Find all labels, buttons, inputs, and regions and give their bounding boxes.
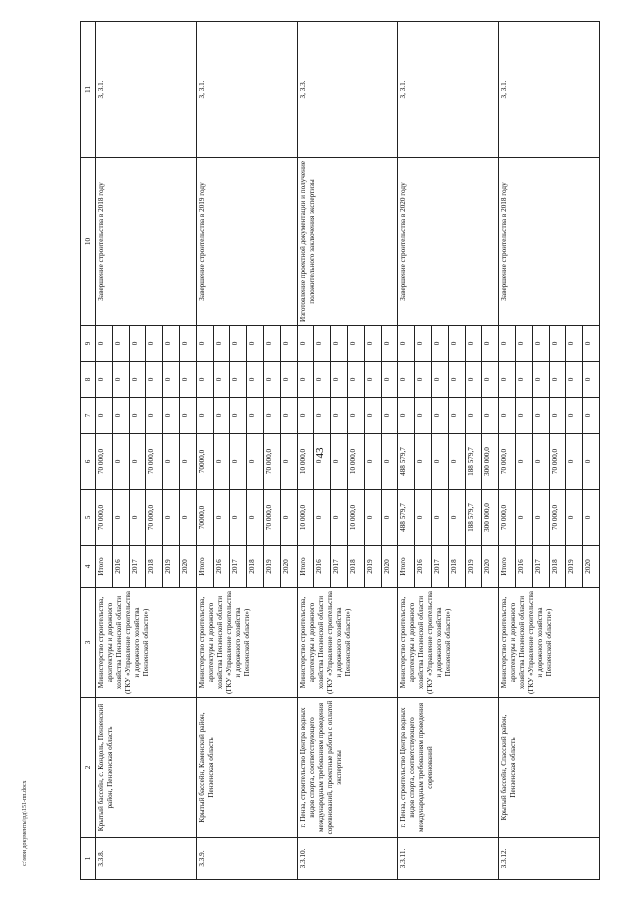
table-row <box>398 22 415 880</box>
header-row <box>81 22 96 880</box>
year-cell: 2020 <box>583 546 600 588</box>
amount-c7: 0 <box>532 398 549 434</box>
amount-c5: 0 <box>129 490 146 546</box>
amount-c6: 70 000,0 <box>96 434 113 490</box>
amount-c5: 0 <box>230 490 247 546</box>
year-cell: 2018 <box>146 546 163 588</box>
amount-c6: 0 <box>230 434 247 490</box>
year-cell: Итого <box>96 546 113 588</box>
col-header-9: 9 <box>81 326 96 362</box>
table-row <box>96 22 113 880</box>
amount-c5: 0 <box>179 490 196 546</box>
year-cell: 2020 <box>280 546 297 588</box>
executor-name: Министерство строительства, архитектуры и дорожного хозяйства Пензенской области (ГКУ «Управление строительства и дорожного хозяйства Пензенской области») <box>96 588 197 698</box>
amount-c5: 70 000,0 <box>146 490 163 546</box>
amount-c6: 0 <box>163 434 180 490</box>
amount-c7: 0 <box>515 398 532 434</box>
amount-c5: 0 <box>431 490 448 546</box>
amount-c7: 0 <box>213 398 230 434</box>
amount-c9: 0 <box>549 326 566 362</box>
amount-c5: 0 <box>280 490 297 546</box>
amount-c5: 0 <box>381 490 398 546</box>
row-number: 3.3.8. <box>96 838 197 880</box>
amount-c6: 0 <box>247 434 264 490</box>
amount-c5: 0 <box>364 490 381 546</box>
amount-c8: 0 <box>263 362 280 398</box>
amount-c6: 70 000,0 <box>499 434 516 490</box>
amount-c9: 0 <box>431 326 448 362</box>
col-header-3: 3 <box>81 588 96 698</box>
amount-c6: 0 <box>448 434 465 490</box>
amount-c9: 0 <box>499 326 516 362</box>
amount-c7: 0 <box>431 398 448 434</box>
year-cell: 2016 <box>515 546 532 588</box>
amount-c9: 0 <box>247 326 264 362</box>
amount-c8: 0 <box>163 362 180 398</box>
amount-c6: 0 <box>415 434 432 490</box>
amount-c6: 0 <box>381 434 398 490</box>
executor-name: Министерство строительства, архитектуры и дорожного хозяйства Пензенской области (ГКУ «Управление строительства и дорожного хозяйства Пензенской области») <box>297 588 398 698</box>
amount-c8: 0 <box>247 362 264 398</box>
object-name: Крытый бассейн, Спасский район, Пензенская область <box>499 698 600 838</box>
amount-c8: 0 <box>347 362 364 398</box>
amount-c8: 0 <box>583 362 600 398</box>
amount-c5: 0 <box>112 490 129 546</box>
amount-c6: 0 <box>112 434 129 490</box>
year-cell: 2016 <box>415 546 432 588</box>
object-name: Крытый бассейн, с. Кондоль, Пензенский район, Пензенская область <box>96 698 197 838</box>
amount-c6: 0 <box>364 434 381 490</box>
amount-c8: 0 <box>96 362 113 398</box>
amount-c5: 0 <box>247 490 264 546</box>
amount-c8: 0 <box>448 362 465 398</box>
indicator-ref: 3, 3.1. <box>96 22 197 158</box>
amount-c5: 0 <box>314 490 331 546</box>
amount-c5: 70 000,0 <box>499 490 516 546</box>
amount-c8: 0 <box>381 362 398 398</box>
amount-c9: 0 <box>112 326 129 362</box>
amount-c8: 0 <box>566 362 583 398</box>
year-cell: 2017 <box>230 546 247 588</box>
amount-c8: 0 <box>297 362 314 398</box>
amount-c8: 0 <box>179 362 196 398</box>
amount-c6: 488 579,7 <box>398 434 415 490</box>
amount-c8: 0 <box>213 362 230 398</box>
amount-c7: 0 <box>499 398 516 434</box>
amount-c7: 0 <box>314 398 331 434</box>
col-header-5: 5 <box>81 490 96 546</box>
amount-c8: 0 <box>314 362 331 398</box>
amount-c9: 0 <box>196 326 213 362</box>
amount-c8: 0 <box>415 362 432 398</box>
object-name: г. Пенза, строительство Центра водных видов спорта, соответствующего международным требованиям проведения соревнований, проектные работы с оплатой экспертизы <box>297 698 398 838</box>
amount-c7: 0 <box>163 398 180 434</box>
amount-c7: 0 <box>398 398 415 434</box>
amount-c7: 0 <box>230 398 247 434</box>
amount-c7: 0 <box>364 398 381 434</box>
year-cell: 2018 <box>549 546 566 588</box>
row-number: 3.3.9. <box>196 838 297 880</box>
amount-c5: 0 <box>583 490 600 546</box>
amount-c7: 0 <box>263 398 280 434</box>
page-number: 43 <box>314 447 326 459</box>
amount-c9: 0 <box>129 326 146 362</box>
amount-c6: 300 000,0 <box>482 434 499 490</box>
amount-c6: 0 <box>179 434 196 490</box>
amount-c7: 0 <box>196 398 213 434</box>
indicator-ref: 3, 3.1. <box>499 22 600 158</box>
executor-name: Министерство строительства, архитектуры и дорожного хозяйства Пензенской области (ГКУ «Управление строительства и дорожного хозяйства Пензенской области») <box>196 588 297 698</box>
year-cell: 2019 <box>364 546 381 588</box>
amount-c8: 0 <box>230 362 247 398</box>
year-cell: Итого <box>398 546 415 588</box>
amount-c7: 0 <box>566 398 583 434</box>
amount-c7: 0 <box>583 398 600 434</box>
year-cell: 2020 <box>381 546 398 588</box>
amount-c5: 70 000,0 <box>96 490 113 546</box>
amount-c8: 0 <box>482 362 499 398</box>
amount-c5: 188 579,7 <box>465 490 482 546</box>
amount-c5: 0 <box>163 490 180 546</box>
amount-c9: 0 <box>415 326 432 362</box>
year-cell: 2018 <box>448 546 465 588</box>
amount-c8: 0 <box>280 362 297 398</box>
amount-c8: 0 <box>364 362 381 398</box>
amount-c5: 10 000,0 <box>347 490 364 546</box>
row-number: 3.3.12. <box>499 838 600 880</box>
amount-c8: 0 <box>196 362 213 398</box>
amount-c8: 0 <box>112 362 129 398</box>
col-header-8: 8 <box>81 362 96 398</box>
year-cell: 2017 <box>431 546 448 588</box>
amount-c6: 70 000,0 <box>549 434 566 490</box>
table-row <box>499 22 516 880</box>
expected-result: Завершение строительства в 2018 году <box>499 158 600 326</box>
amount-c9: 0 <box>381 326 398 362</box>
amount-c9: 0 <box>297 326 314 362</box>
amount-c6: 10 000,0 <box>297 434 314 490</box>
amount-c6: 0 <box>129 434 146 490</box>
indicator-ref: 3, 3.1. <box>398 22 499 158</box>
amount-c9: 0 <box>482 326 499 362</box>
amount-c5: 0 <box>566 490 583 546</box>
amount-c6: 10 000,0 <box>347 434 364 490</box>
amount-c7: 0 <box>247 398 264 434</box>
year-cell: Итого <box>297 546 314 588</box>
year-cell: 2017 <box>532 546 549 588</box>
amount-c8: 0 <box>129 362 146 398</box>
footer-file-path: c:\мои документы\рд\151-пп.docx <box>22 780 28 866</box>
col-header-1: 1 <box>81 838 96 880</box>
col-header-7: 7 <box>81 398 96 434</box>
amount-c6: 0 <box>314 434 331 490</box>
amount-c5: 0 <box>532 490 549 546</box>
amount-c9: 0 <box>515 326 532 362</box>
amount-c5: 0 <box>448 490 465 546</box>
year-cell: 2019 <box>465 546 482 588</box>
year-cell: 2019 <box>263 546 280 588</box>
amount-c8: 0 <box>532 362 549 398</box>
col-header-4: 4 <box>81 546 96 588</box>
col-header-10: 10 <box>81 158 96 326</box>
amount-c9: 0 <box>398 326 415 362</box>
amount-c7: 0 <box>482 398 499 434</box>
object-name: Крытый бассейн, Каменский район, Пензенская область <box>196 698 297 838</box>
year-cell: 2019 <box>163 546 180 588</box>
amount-c5: 0 <box>415 490 432 546</box>
year-cell: 2016 <box>213 546 230 588</box>
amount-c6: 70 000,0 <box>146 434 163 490</box>
table-row <box>297 22 314 880</box>
amount-c6: 0 <box>280 434 297 490</box>
amount-c9: 0 <box>263 326 280 362</box>
amount-c5: 0 <box>331 490 348 546</box>
amount-c9: 0 <box>532 326 549 362</box>
year-cell: 2020 <box>482 546 499 588</box>
amount-c7: 0 <box>331 398 348 434</box>
amount-c5: 300 000,0 <box>482 490 499 546</box>
year-cell: 2020 <box>179 546 196 588</box>
year-cell: 2018 <box>247 546 264 588</box>
amount-c6: 70 000,0 <box>263 434 280 490</box>
amount-c8: 0 <box>331 362 348 398</box>
amount-c6: 0 <box>532 434 549 490</box>
row-number: 3.3.10. <box>297 838 398 880</box>
amount-c7: 0 <box>465 398 482 434</box>
amount-c6: 0 <box>213 434 230 490</box>
amount-c9: 0 <box>347 326 364 362</box>
amount-c9: 0 <box>331 326 348 362</box>
amount-c6: 188 579,7 <box>465 434 482 490</box>
year-cell: Итого <box>499 546 516 588</box>
amount-c9: 0 <box>314 326 331 362</box>
amount-c9: 0 <box>583 326 600 362</box>
amount-c8: 0 <box>398 362 415 398</box>
amount-c9: 0 <box>448 326 465 362</box>
year-cell: 2017 <box>129 546 146 588</box>
amount-c7: 0 <box>347 398 364 434</box>
year-cell: 2016 <box>314 546 331 588</box>
amount-c7: 0 <box>297 398 314 434</box>
amount-c8: 0 <box>431 362 448 398</box>
amount-c8: 0 <box>515 362 532 398</box>
executor-name: Министерство строительства, архитектуры и дорожного хозяйства Пензенской области (ГКУ «Управление строительства и дорожного хозяйства Пензенской области») <box>398 588 499 698</box>
amount-c5: 70000,0 <box>196 490 213 546</box>
amount-c9: 0 <box>280 326 297 362</box>
amount-c7: 0 <box>146 398 163 434</box>
amount-c5: 0 <box>515 490 532 546</box>
table-row <box>196 22 213 880</box>
col-header-2: 2 <box>81 698 96 838</box>
amount-c7: 0 <box>179 398 196 434</box>
amount-c9: 0 <box>230 326 247 362</box>
amount-c8: 0 <box>465 362 482 398</box>
amount-c6: 0 <box>566 434 583 490</box>
amount-c9: 0 <box>96 326 113 362</box>
amount-c5: 70 000,0 <box>263 490 280 546</box>
amount-c8: 0 <box>499 362 516 398</box>
amount-c6: 0 <box>431 434 448 490</box>
expected-result: Изготовление проектной документации и получение положительного заключения экспертизы <box>297 158 398 326</box>
amount-c5: 10 000,0 <box>297 490 314 546</box>
year-cell: 2019 <box>566 546 583 588</box>
amount-c9: 0 <box>146 326 163 362</box>
year-cell: 2018 <box>347 546 364 588</box>
year-cell: 2016 <box>112 546 129 588</box>
program-table <box>80 21 600 880</box>
amount-c8: 0 <box>549 362 566 398</box>
expected-result: Завершение строительства в 2018 году <box>96 158 197 326</box>
col-header-11: 11 <box>81 22 96 158</box>
amount-c9: 0 <box>163 326 180 362</box>
expected-result: Завершение строительства в 2019 году <box>196 158 297 326</box>
amount-c9: 0 <box>465 326 482 362</box>
amount-c7: 0 <box>280 398 297 434</box>
amount-c5: 0 <box>213 490 230 546</box>
amount-c7: 0 <box>415 398 432 434</box>
amount-c7: 0 <box>448 398 465 434</box>
table-container <box>80 22 600 880</box>
year-cell: Итого <box>196 546 213 588</box>
amount-c7: 0 <box>112 398 129 434</box>
amount-c6: 70000,0 <box>196 434 213 490</box>
amount-c5: 70 000,0 <box>549 490 566 546</box>
amount-c6: 0 <box>331 434 348 490</box>
col-header-6: 6 <box>81 434 96 490</box>
amount-c8: 0 <box>146 362 163 398</box>
row-number: 3.3.11. <box>398 838 499 880</box>
expected-result: Завершение строительства в 2020 году <box>398 158 499 326</box>
amount-c6: 0 <box>515 434 532 490</box>
object-name: г. Пенза, строительство Центра водных видов спорта, соответствующего международным требованиям проведения соревнований <box>398 698 499 838</box>
table-body <box>96 22 600 880</box>
amount-c5: 488 579,7 <box>398 490 415 546</box>
executor-name: Министерство строительства, архитектуры и дорожного хозяйства Пензенской области (ГКУ «Управление строительства и дорожного хозяйства Пензенской области») <box>499 588 600 698</box>
year-cell: 2017 <box>331 546 348 588</box>
amount-c7: 0 <box>96 398 113 434</box>
indicator-ref: 3, 3.1. <box>196 22 297 158</box>
amount-c7: 0 <box>129 398 146 434</box>
amount-c9: 0 <box>566 326 583 362</box>
amount-c7: 0 <box>381 398 398 434</box>
amount-c6: 0 <box>583 434 600 490</box>
indicator-ref: 3, 3.3. <box>297 22 398 158</box>
amount-c7: 0 <box>549 398 566 434</box>
amount-c9: 0 <box>364 326 381 362</box>
amount-c9: 0 <box>213 326 230 362</box>
amount-c9: 0 <box>179 326 196 362</box>
